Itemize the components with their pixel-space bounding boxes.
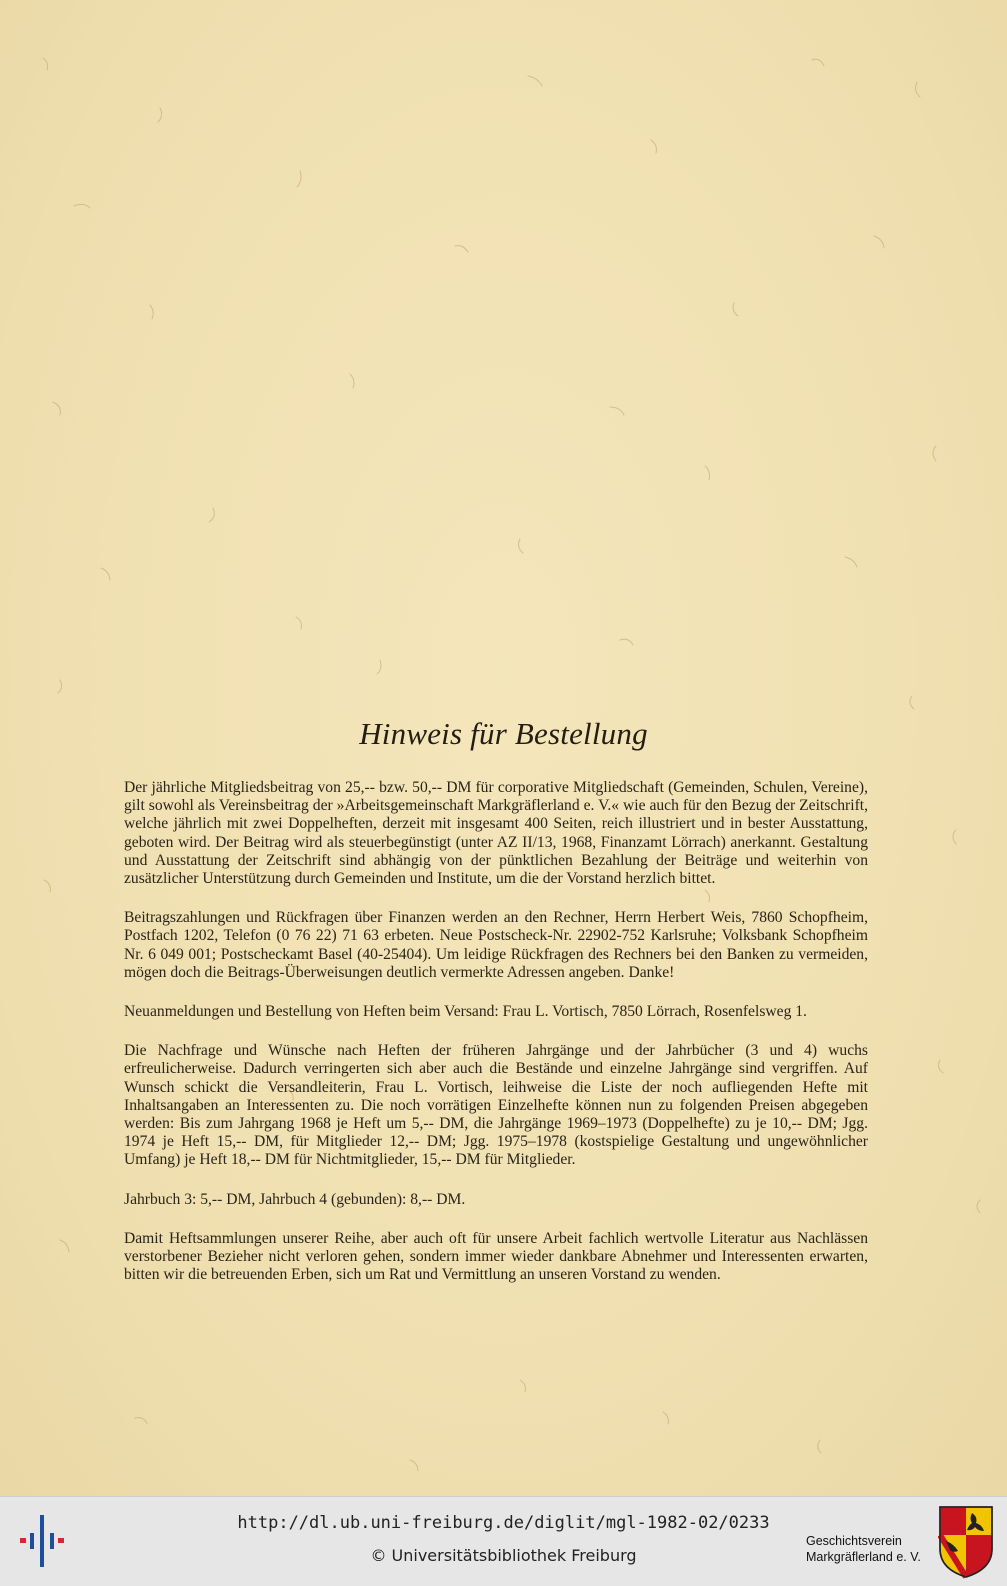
- paragraph-estates: Damit Heftsammlungen unserer Reihe, aber auch oft für unsere Arbeit fachlich wertvolle Literatur aus Nachlässen verstorbener Bezieher nicht verloren gehen, sondern immer wieder dankbare Abnehmer und Interessenten erwarten, bitten wir die betreuenden Erben, sich um Rat und Vermittlung an unseren Vorstand zu wenden.: [124, 1229, 868, 1284]
- paragraph-yearbook-prices: Jahrbuch 3: 5,-- DM, Jahrbuch 4 (gebunden): 8,-- DM.: [124, 1190, 466, 1208]
- copyright-notice: © Universitätsbibliothek Freiburg: [370, 1546, 637, 1565]
- library-footer: [0, 1496, 1007, 1586]
- permalink-url[interactable]: http://dl.ub.uni-freiburg.de/diglit/mgl-1982-02/0233: [237, 1513, 770, 1533]
- paragraph-back-issues: Die Nachfrage und Wünsche nach Heften der früheren Jahrgänge und der Jahrbücher (3 und 4) wuchs erfreulicherweise. Dadurch verringerten sich aber auch die Bestände und einzelne Jahrgänge sind vergriffen. Auf Wunsch schickt die Versandleiterin, Frau L. Vortisch, leihweise die Liste der noch aufliegenden Hefte mit Inhaltsangaben an Interessenten zu. Die noch vorrätigen Einzelhefte können nun zu folgenden Preisen abgegeben werden: Bis zum Jahrgang 1968 je Heft um 5,-- DM, die Jahrgänge 1969–1973 (Doppelhefte) zu je 10,-- DM; Jgg. 1974 je Heft 15,-- DM, für Mitglieder 12,-- DM; Jgg. 1975–1978 (kostspielige Gestaltung und ungewöhnlicher Umfang) je Heft 18,-- DM für Nichtmitglieder, 15,-- DM für Mitglieder.: [124, 1042, 868, 1169]
- paragraph-registration: Neuanmeldungen und Bestellung von Heften beim Versand: Frau L. Vortisch, 7850 Lörrach, Rosenfelsweg 1.: [124, 1003, 807, 1021]
- paragraph-payments: Beitragszahlungen und Rückfragen über Finanzen werden an den Rechner, Herrn Herbert Weis, 7860 Schopfheim, Postfach 1202, Telefon (0 76 22) 71 63 erbeten. Neue Postscheck-Nr. 22902-752 Karlsruhe; Volksbank Schopfheim Nr. 6 049 001; Postscheckamt Basel (40-25404). Um leidige Rückfragen des Rechners bei den Banken zu vermeiden, mögen doch die Beitrags-Überweisungen deutlich vermerkte Adressen angeben. Danke!: [124, 909, 868, 981]
- society-name: [806, 1533, 936, 1565]
- paragraph-membership: Der jährliche Mitgliedsbeitrag von 25,-- bzw. 50,-- DM für corporative Mitgliedschaft (Gemeinden, Schulen, Vereine), gilt sowohl als Vereinsbeitrag der »Arbeitsgemeinschaft Markgräflerland e. V.« wie auch für den Bezug der Zeitschrift, welche jährlich mit zwei Doppelheften, derzeit mit insgesamt 400 Seiten, reich illustriert und in bester Ausstattung, geboten wird. Der Beitrag wird als steuerbegünstigt (unter AZ II/13, 1968, Finanzamt Lörrach) anerkannt. Gestaltung und Ausstattung der Zeitschrift sind abhängig von der pünktlichen Bezahlung der Beiträge und weiterhin von zusätzlicher Unterstützung durch Gemeinden und Institute, um die der Vorstand herzlich bittet.: [124, 779, 868, 888]
- page-title: Hinweis für Bestellung: [359, 716, 648, 751]
- coat-of-arms-icon: [938, 1505, 994, 1579]
- body-text: [124, 779, 868, 1305]
- society-name-line2: Markgräflerland e. V.: [806, 1550, 921, 1564]
- society-name-line1: Geschichtsverein: [806, 1534, 902, 1548]
